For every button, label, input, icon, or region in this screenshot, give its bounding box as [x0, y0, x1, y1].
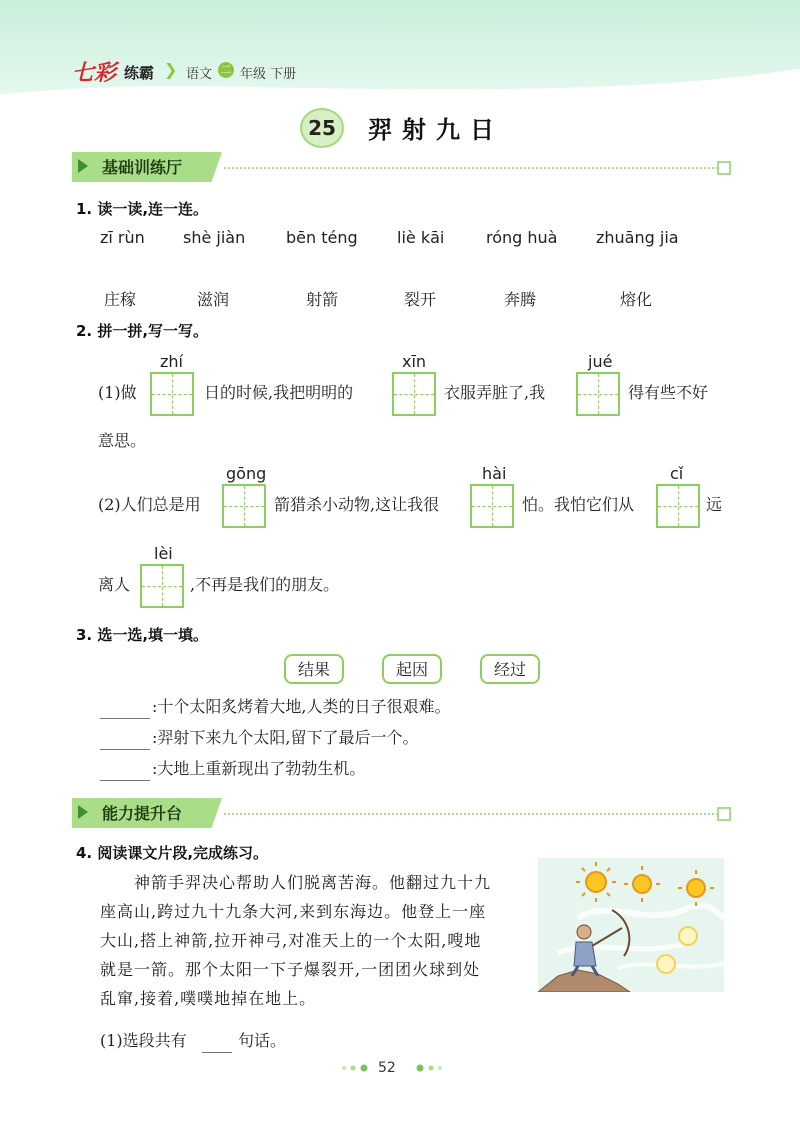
passage-line: 就是一箭。那个太阳一下子爆裂开,一团团火球到处: [100, 960, 481, 979]
word-item: 奔腾: [504, 290, 537, 309]
sentence-text: (1)做: [98, 383, 137, 402]
question-4-title: 4. 阅读课文片段,完成练习。: [76, 844, 269, 862]
illustration-houyi-shooting-suns: [538, 858, 724, 992]
triangle-right-icon: [78, 159, 88, 173]
event-line: :十个太阳炙烤着大地,人类的日子很艰难。: [152, 697, 451, 716]
fill-blank[interactable]: [100, 731, 150, 750]
falling-sun-icon: [679, 927, 697, 945]
pinyin-item: shè jiàn: [183, 228, 246, 247]
reading-passage: [100, 868, 534, 1013]
choice-process[interactable]: 经过: [480, 654, 540, 684]
word-item: 滋润: [197, 290, 230, 309]
writing-box[interactable]: [392, 372, 436, 416]
sentence-text: 衣服弄脏了,我: [444, 383, 546, 402]
question-2-title: 2. 拼一拼,写一写。: [76, 322, 209, 340]
sub-question-text: 句话。: [238, 1031, 287, 1050]
fill-blank[interactable]: [100, 700, 150, 719]
section-bar-advanced: [72, 796, 732, 830]
word-item: 射箭: [306, 290, 339, 309]
grade-badge: 二: [218, 62, 234, 78]
triangle-right-icon: [78, 805, 88, 819]
word-item: 裂开: [404, 290, 437, 309]
lesson-number: 25: [300, 108, 344, 148]
writing-box[interactable]: [656, 484, 700, 528]
pinyin-hint: zhí: [160, 352, 183, 371]
pinyin-hint: xīn: [402, 352, 427, 371]
passage-line: 神箭手羿决心帮助人们脱离苦海。他翻过九十九: [134, 873, 492, 892]
brand-logo: 七彩: [72, 60, 117, 86]
section-bar-basic: [72, 150, 732, 184]
passage-line: 座高山,跨过九十九条大河,来到东海边。他登上一座: [100, 902, 487, 921]
brand-name: 练霸: [124, 64, 155, 82]
lesson-title: 羿射九日: [368, 115, 504, 144]
sentence-text: 怕。我怕它们从: [522, 495, 635, 514]
pinyin-hint: gōng: [226, 464, 267, 483]
page-dots-left: [340, 1062, 372, 1074]
pinyin-item: bēn téng: [286, 228, 358, 247]
sentence-text: 离人: [98, 575, 131, 594]
subject-label: 语文: [186, 67, 213, 82]
writing-box[interactable]: [222, 484, 266, 528]
section-label: 能力提升台: [102, 804, 183, 823]
sentence-text: 日的时候,我把明明的: [204, 383, 354, 402]
fill-blank[interactable]: [202, 1034, 232, 1053]
pinyin-item: róng huà: [486, 228, 558, 247]
page-dots-right: [412, 1062, 444, 1074]
passage-line: 乱窜,接着,噗噗地掉在地上。: [100, 989, 317, 1008]
word-item: 熔化: [620, 290, 653, 309]
page-number: 52: [378, 1060, 396, 1076]
choice-result[interactable]: 结果: [284, 654, 344, 684]
event-line: :羿射下来九个太阳,留下了最后一个。: [152, 728, 419, 747]
event-line: :大地上重新现出了勃勃生机。: [152, 759, 366, 778]
header-band: [0, 0, 800, 100]
grade-label: 年级 下册: [240, 67, 297, 82]
sentence-text: 远: [706, 495, 723, 514]
pinyin-hint: cǐ: [670, 464, 684, 483]
choice-cause[interactable]: 起因: [382, 654, 442, 684]
writing-box[interactable]: [576, 372, 620, 416]
pinyin-hint: lèi: [154, 544, 173, 563]
passage-line: 大山,搭上神箭,拉开神弓,对准天上的一个太阳,嗖地: [100, 931, 482, 950]
writing-box[interactable]: [470, 484, 514, 528]
pinyin-item: zī rùn: [100, 228, 145, 247]
writing-box[interactable]: [150, 372, 194, 416]
sentence-text: 箭猎杀小动物,这让我很: [274, 495, 440, 514]
sentence-text: 得有些不好: [628, 383, 709, 402]
chevron-right-icon: ❯: [164, 60, 178, 79]
pinyin-item: liè kāi: [397, 228, 445, 247]
fill-blank[interactable]: [100, 762, 150, 781]
word-item: 庄稼: [104, 290, 137, 309]
question-1-title: 1. 读一读,连一连。: [76, 200, 209, 218]
sentence-text: (2)人们总是用: [98, 495, 201, 514]
sentence-text: 意思。: [98, 431, 147, 450]
question-3-title: 3. 选一选,填一填。: [76, 626, 209, 644]
section-label: 基础训练厅: [102, 158, 183, 177]
writing-box[interactable]: [140, 564, 184, 608]
sub-question-text: (1)选段共有: [100, 1031, 187, 1050]
pinyin-item: zhuāng jia: [596, 228, 679, 247]
falling-sun-icon: [657, 955, 675, 973]
sentence-text: ,不再是我们的朋友。: [190, 575, 340, 594]
pinyin-hint: hài: [482, 464, 507, 483]
pinyin-hint: jué: [588, 352, 613, 371]
